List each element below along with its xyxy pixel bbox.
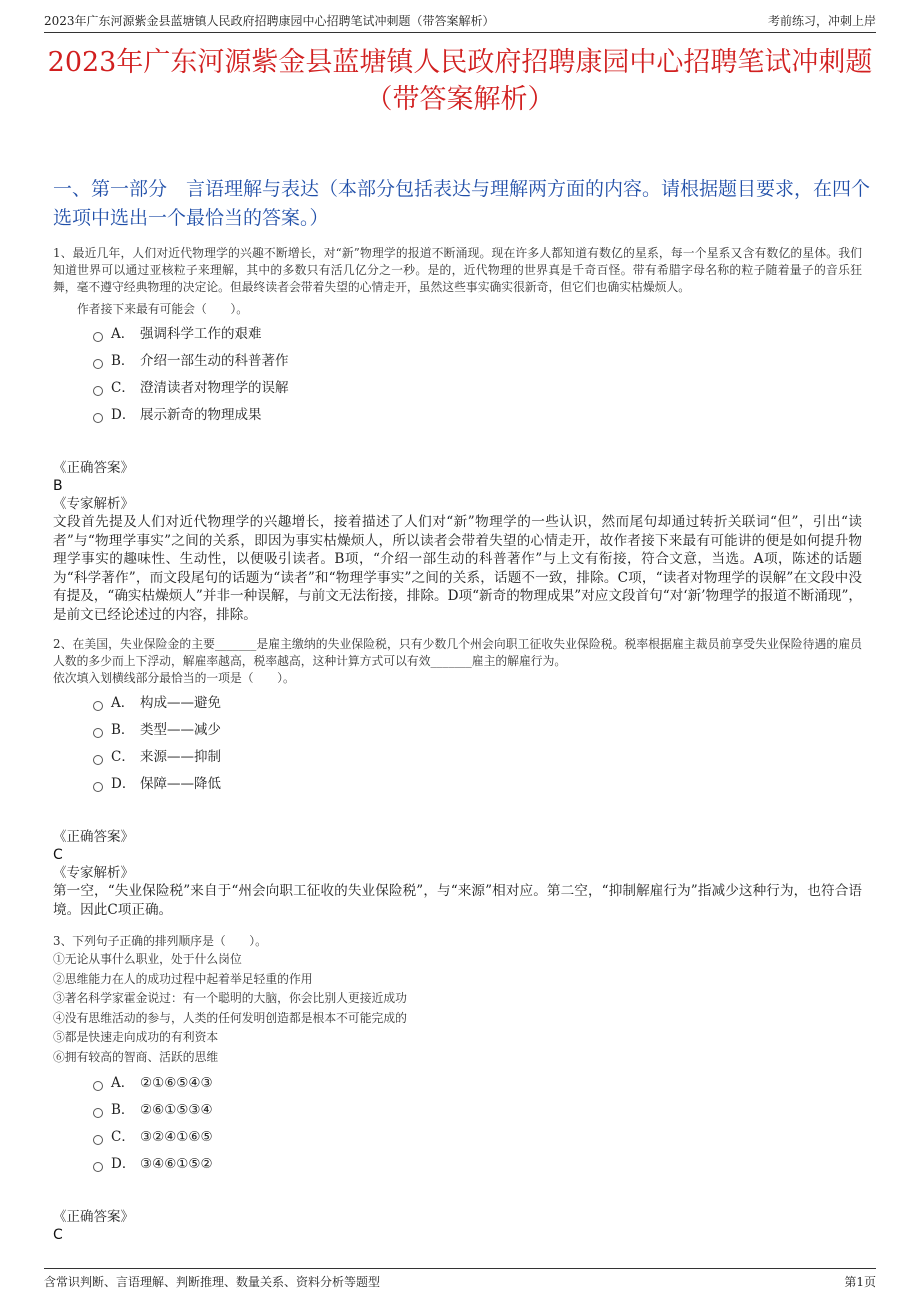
option-c[interactable]	[53, 744, 862, 771]
option-text: ②⑥①⑤③④	[140, 1102, 213, 1118]
header-doc-title: 2023年广东河源紫金县蓝塘镇人民政府招聘康园中心招聘笔试冲刺题（带答案解析）	[44, 14, 495, 28]
option-d[interactable]	[53, 402, 862, 429]
page-footer	[44, 1268, 876, 1291]
radio-icon[interactable]	[93, 1135, 103, 1145]
radio-icon[interactable]	[93, 386, 103, 396]
option-letter: B．	[111, 722, 135, 738]
option-letter: A．	[111, 695, 135, 711]
question-2	[53, 636, 862, 919]
option-letter: A．	[111, 326, 135, 342]
option-d[interactable]	[53, 1151, 862, 1178]
option-letter: B．	[111, 353, 135, 369]
option-letter: D．	[111, 776, 136, 792]
radio-icon[interactable]	[93, 413, 103, 423]
question-stem: 3、下列句子正确的排列顺序是（ ）。	[53, 934, 267, 948]
explanation-label: 《专家解析》	[53, 496, 134, 512]
option-b[interactable]	[53, 348, 862, 375]
statement: ④没有思维活动的参与，人类的任何发明创造都是根本不可能完成的	[53, 1010, 407, 1025]
option-list	[53, 321, 862, 429]
radio-icon[interactable]	[93, 701, 103, 711]
radio-icon[interactable]	[93, 755, 103, 765]
section-heading: 一、第一部分 言语理解与表达（本部分包括表达与理解两方面的内容。请根据题目要求，在四个选项中选出一个最恰当的答案。）	[53, 178, 871, 229]
option-d[interactable]	[53, 771, 862, 798]
option-text: 介绍一部生动的科普著作	[140, 353, 289, 369]
question-3	[53, 933, 862, 1244]
footer-topics: 含常识判断、言语理解、判断推理、数量关系、资料分析等题型	[44, 1275, 381, 1289]
option-text: 强调科学工作的艰难	[140, 326, 262, 342]
radio-icon[interactable]	[93, 332, 103, 342]
option-letter: B．	[111, 1102, 135, 1118]
statement: ⑤都是快速走向成功的有利资本	[53, 1030, 219, 1044]
radio-icon[interactable]	[93, 1108, 103, 1118]
option-letter: D．	[111, 1156, 136, 1172]
radio-icon[interactable]	[93, 359, 103, 369]
answer-label: 《正确答案》	[53, 829, 134, 845]
option-letter: A．	[111, 1075, 135, 1091]
option-text: 展示新奇的物理成果	[140, 407, 262, 423]
option-text: ②①⑥⑤④③	[140, 1075, 213, 1091]
option-text: 来源——抑制	[140, 749, 221, 765]
question-prompt: 作者接下来最有可能会（ ）。	[77, 302, 249, 316]
option-text: 保障——降低	[140, 776, 221, 792]
document-title: 2023年广东河源紫金县蓝塘镇人民政府招聘康园中心招聘笔试冲刺题（带答案解析）	[47, 47, 873, 115]
option-c[interactable]	[53, 375, 862, 402]
option-letter: C．	[111, 1129, 135, 1145]
explanation-label: 《专家解析》	[53, 865, 134, 881]
answer-value: C	[53, 847, 63, 863]
option-text: 构成——避免	[140, 695, 221, 711]
explanation-text: 文段首先提及人们对近代物理学的兴趣增长，接着描述了人们对“新”物理学的一些认识，然而尾句却通过转折关联词“但”，引出“读者”与“物理学事实”之间的关系，即因为事实枯燥烦人，所以读者会带着失望的心情走开，故作者接下来最有可能讲的便是如何提升物理学事实的趣味性、生动性，以便吸引读者。B项，“介绍一部生动的科普著作”与上文有衔接，符合文意，当选。A项，陈述的话题为“科学著作”，而文段尾句的话题为“读者”和“物理学事实”之间的关系，话题不一致，排除。C项，“读者对物理学的误解”在文段中没有提及，“确实枯燥烦人”并非一种误解，与前文无法衔接，排除。D项“新奇的物理成果”对应文段首句“对‘新’物理学的报道不断涌现”，是前文已经论述过的内容，排除。	[53, 514, 862, 623]
option-text: 澄清读者对物理学的误解	[140, 380, 289, 396]
option-letter: D．	[111, 407, 136, 423]
radio-icon[interactable]	[93, 782, 103, 792]
answer-value: B	[53, 478, 63, 494]
option-text: 类型——减少	[140, 722, 221, 738]
radio-icon[interactable]	[93, 728, 103, 738]
question-stem: 2、在美国，失业保险金的主要_______是雇主缴纳的失业保险税，只有少数几个州会向职工征收失业保险税。税率根据雇主裁员前享受失业保险待遇的雇员人数的多少而上下浮动，解雇率越高，税率越高，这种计算方式可以有效_______雇主的解雇行为。	[53, 637, 862, 668]
header-slogan: 考前练习，冲刺上岸	[767, 14, 876, 28]
answer-value: C	[53, 1227, 63, 1243]
question-stem: 1、最近几年，人们对近代物理学的兴趣不断增长，对“新”物理学的报道不断涌现。现在许多人都知道有数亿的星系，每一个星系又含有数亿的星体。我们知道世界可以通过亚核粒子来理解，其中的多数只有活几亿分之一秒。是的，近代物理的世界真是千奇百怪。带有希腊字母名称的粒子随着量子的音乐狂舞，毫不遵守经典物理的决定论。但最终读者会带着失望的心情走开，虽然这些事实确实很新奇，但它们也确实枯燥烦人。	[53, 246, 862, 294]
radio-icon[interactable]	[93, 1162, 103, 1172]
statement: ⑥拥有较高的智商、活跃的思维	[53, 1049, 219, 1064]
option-text: ③②④①⑥⑤	[140, 1129, 213, 1145]
question-1	[53, 245, 862, 624]
statement: ③著名科学家霍金说过：有一个聪明的大脑，你会比别人更接近成功	[53, 991, 407, 1005]
option-b[interactable]	[53, 717, 862, 744]
answer-label: 《正确答案》	[53, 1209, 134, 1225]
statement: ②思维能力在人的成功过程中起着举足轻重的作用	[53, 971, 313, 986]
question-prompt: 依次填入划横线部分最恰当的一项是（ ）。	[53, 671, 295, 685]
option-a[interactable]	[53, 321, 862, 348]
question-list	[53, 245, 862, 1244]
option-b[interactable]	[53, 1097, 862, 1124]
explanation-text: 第一空，“失业保险税”来自于“州会向职工征收的失业保险税”，与“来源”相对应。第二空，“抑制解雇行为”指减少这种行为，也符合语境。因此C项正确。	[53, 883, 862, 918]
answer-label: 《正确答案》	[53, 460, 134, 476]
option-list	[53, 1070, 862, 1178]
page-header	[44, 10, 876, 33]
statement: ①无论从事什么职业，处于什么岗位	[53, 952, 242, 966]
option-c[interactable]	[53, 1124, 862, 1151]
option-letter: C．	[111, 749, 135, 765]
option-list	[53, 690, 862, 798]
option-a[interactable]	[53, 1070, 862, 1097]
option-letter: C．	[111, 380, 135, 396]
option-a[interactable]	[53, 690, 862, 717]
page-number: 第1页	[844, 1275, 876, 1289]
option-text: ③④⑥①⑤②	[140, 1156, 213, 1172]
radio-icon[interactable]	[93, 1081, 103, 1091]
